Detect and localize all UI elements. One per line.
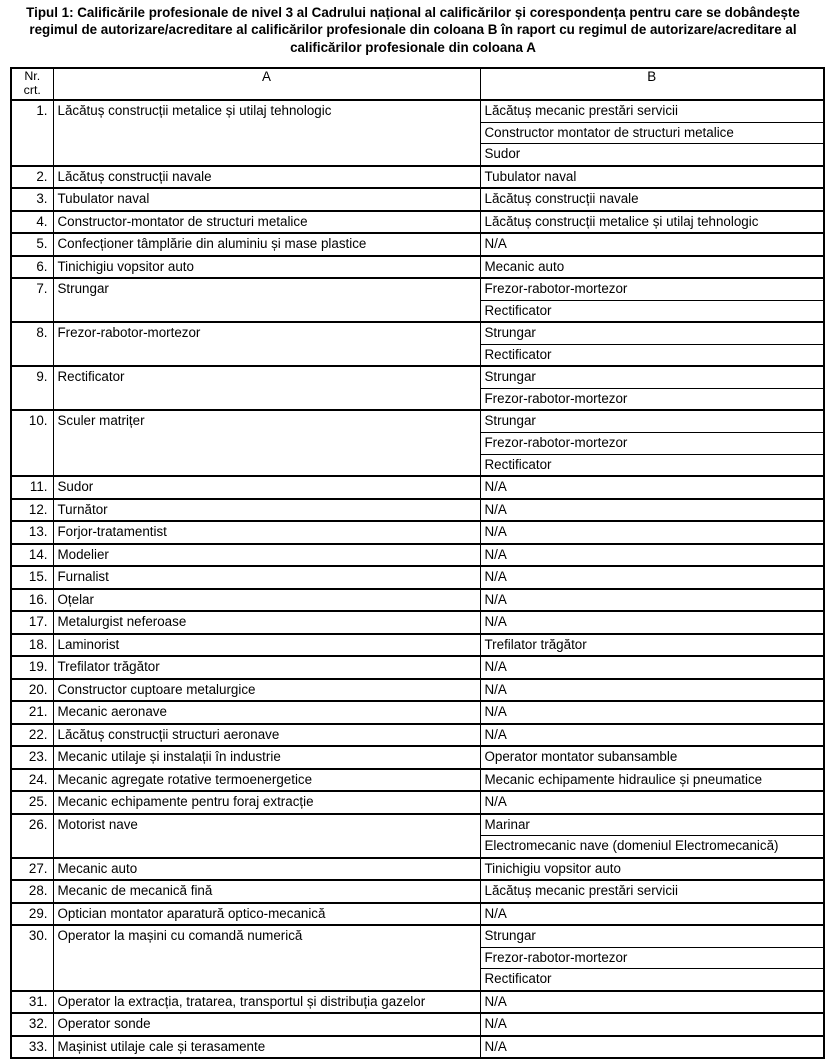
- row-number: 2.: [11, 166, 53, 189]
- document-title: Tipul 1: Calificările profesionale de nivel 3 al Cadrului național al calificărilor și corespondența pentru care se dobândește regimul de autorizare/acreditare al calificărilor profesionale din coloana B în raport cu regimul de autorizare/acreditare al calificărilor profesionale din coloana A: [26, 5, 800, 55]
- row-number: 12.: [11, 499, 53, 522]
- row-number: 24.: [11, 769, 53, 792]
- table-row: [11, 724, 824, 747]
- table-body: [11, 100, 824, 1058]
- col-b-cell: Frezor-rabotor-mortezor: [480, 947, 824, 969]
- col-b-cell: N/A: [480, 656, 824, 679]
- col-b-cell: N/A: [480, 521, 824, 544]
- col-a-cell: Confecționer tâmplărie din aluminiu și mase plastice: [53, 233, 480, 256]
- table-row: [11, 769, 824, 792]
- row-number: 27.: [11, 858, 53, 881]
- table-row: [11, 903, 824, 926]
- col-b-cell: Lăcătuș mecanic prestări servicii: [480, 100, 824, 122]
- table-row: [11, 814, 824, 836]
- col-b-cell: Rectificator: [480, 300, 824, 322]
- col-b-cell: Lăcătuș construcții navale: [480, 188, 824, 211]
- table-row: [11, 589, 824, 612]
- table-row: [11, 278, 824, 300]
- header-col-b: B: [480, 68, 824, 100]
- col-b-cell: N/A: [480, 724, 824, 747]
- row-number: 29.: [11, 903, 53, 926]
- table-row: [11, 991, 824, 1014]
- col-b-cell: Marinar: [480, 814, 824, 836]
- col-b-cell: Operator montator subansamble: [480, 746, 824, 769]
- col-b-cell: Rectificator: [480, 454, 824, 476]
- col-a-cell: Mecanic de mecanică fină: [53, 880, 480, 903]
- col-a-cell: Rectificator: [53, 366, 480, 410]
- row-number: 32.: [11, 1013, 53, 1036]
- col-a-cell: Turnător: [53, 499, 480, 522]
- col-a-cell: Lăcătuș construcții navale: [53, 166, 480, 189]
- table-row: [11, 701, 824, 724]
- col-b-cell: N/A: [480, 903, 824, 926]
- col-b-cell: Strungar: [480, 410, 824, 432]
- table-row: [11, 925, 824, 947]
- table-row: [11, 366, 824, 388]
- row-number: 20.: [11, 679, 53, 702]
- col-a-cell: Mecanic auto: [53, 858, 480, 881]
- header-nr-crt: Nr. crt.: [11, 68, 53, 100]
- row-number: 9.: [11, 366, 53, 410]
- col-b-cell: Strungar: [480, 366, 824, 388]
- col-b-cell: N/A: [480, 476, 824, 499]
- table-row: [11, 880, 824, 903]
- table-row: [11, 634, 824, 657]
- col-b-cell: Lăcătuș mecanic prestări servicii: [480, 880, 824, 903]
- row-number: 6.: [11, 256, 53, 279]
- col-b-cell: Rectificator: [480, 344, 824, 366]
- col-a-cell: Motorist nave: [53, 814, 480, 858]
- table-row: [11, 166, 824, 189]
- col-a-cell: Trefilator trăgător: [53, 656, 480, 679]
- table-row: [11, 679, 824, 702]
- col-a-cell: Forjor-tratamentist: [53, 521, 480, 544]
- col-a-cell: Constructor cuptoare metalurgice: [53, 679, 480, 702]
- col-a-cell: Mecanic agregate rotative termoenergetice: [53, 769, 480, 792]
- col-a-cell: Furnalist: [53, 566, 480, 589]
- table-row: [11, 656, 824, 679]
- table-row: [11, 791, 824, 814]
- col-b-cell: N/A: [480, 679, 824, 702]
- row-number: 10.: [11, 410, 53, 476]
- row-number: 21.: [11, 701, 53, 724]
- table-row: [11, 476, 824, 499]
- col-a-cell: Metalurgist neferoase: [53, 611, 480, 634]
- col-a-cell: Optician montator aparatură optico-mecanică: [53, 903, 480, 926]
- row-number: 13.: [11, 521, 53, 544]
- col-b-cell: N/A: [480, 566, 824, 589]
- col-a-cell: Mecanic echipamente pentru foraj extracție: [53, 791, 480, 814]
- col-a-cell: Tubulator naval: [53, 188, 480, 211]
- row-number: 25.: [11, 791, 53, 814]
- row-number: 14.: [11, 544, 53, 567]
- col-b-cell: N/A: [480, 791, 824, 814]
- col-a-cell: Operator la mașini cu comandă numerică: [53, 925, 480, 991]
- col-a-cell: Laminorist: [53, 634, 480, 657]
- table-row: [11, 322, 824, 344]
- col-a-cell: Lăcătuș construcții metalice și utilaj tehnologic: [53, 100, 480, 166]
- col-b-cell: Frezor-rabotor-mortezor: [480, 432, 824, 454]
- col-b-cell: Tubulator naval: [480, 166, 824, 189]
- row-number: 23.: [11, 746, 53, 769]
- row-number: 33.: [11, 1036, 53, 1059]
- row-number: 8.: [11, 322, 53, 366]
- row-number: 11.: [11, 476, 53, 499]
- col-b-cell: Sudor: [480, 144, 824, 166]
- table-header: [11, 68, 824, 100]
- row-number: 17.: [11, 611, 53, 634]
- col-b-cell: Strungar: [480, 322, 824, 344]
- table-row: [11, 256, 824, 279]
- table-row: [11, 211, 824, 234]
- col-b-cell: N/A: [480, 611, 824, 634]
- col-a-cell: Mecanic utilaje și instalații în industrie: [53, 746, 480, 769]
- col-a-cell: Sculer matrițer: [53, 410, 480, 476]
- col-a-cell: Tinichigiu vopsitor auto: [53, 256, 480, 279]
- col-b-cell: Tinichigiu vopsitor auto: [480, 858, 824, 881]
- col-a-cell: Frezor-rabotor-mortezor: [53, 322, 480, 366]
- col-a-cell: Operator la extracția, tratarea, transportul și distribuția gazelor: [53, 991, 480, 1014]
- row-number: 19.: [11, 656, 53, 679]
- row-number: 26.: [11, 814, 53, 858]
- table-row: [11, 611, 824, 634]
- col-b-cell: Strungar: [480, 925, 824, 947]
- col-a-cell: Mașinist utilaje cale și terasamente: [53, 1036, 480, 1059]
- col-a-cell: Lăcătuș construcții structuri aeronave: [53, 724, 480, 747]
- header-row: [11, 68, 824, 100]
- col-a-cell: Strungar: [53, 278, 480, 322]
- col-b-cell: N/A: [480, 1036, 824, 1059]
- row-number: 18.: [11, 634, 53, 657]
- table-row: [11, 544, 824, 567]
- col-b-cell: N/A: [480, 499, 824, 522]
- row-number: 15.: [11, 566, 53, 589]
- col-a-cell: Operator sonde: [53, 1013, 480, 1036]
- col-b-cell: Lăcătuș construcții metalice și utilaj tehnologic: [480, 211, 824, 234]
- col-b-cell: Frezor-rabotor-mortezor: [480, 388, 824, 410]
- col-b-cell: Constructor montator de structuri metalice: [480, 122, 824, 144]
- col-a-cell: Constructor-montator de structuri metalice: [53, 211, 480, 234]
- col-b-cell: Electromecanic nave (domeniul Electromecanică): [480, 836, 824, 858]
- table-row: [11, 858, 824, 881]
- table-row: [11, 521, 824, 544]
- col-b-cell: N/A: [480, 1013, 824, 1036]
- header-col-a: A: [53, 68, 480, 100]
- row-number: 30.: [11, 925, 53, 991]
- row-number: 7.: [11, 278, 53, 322]
- table-row: [11, 233, 824, 256]
- row-number: 1.: [11, 100, 53, 166]
- table-row: [11, 1036, 824, 1059]
- row-number: 5.: [11, 233, 53, 256]
- col-a-cell: Modelier: [53, 544, 480, 567]
- row-number: 3.: [11, 188, 53, 211]
- row-number: 4.: [11, 211, 53, 234]
- table-row: [11, 410, 824, 432]
- row-number: 28.: [11, 880, 53, 903]
- col-b-cell: N/A: [480, 701, 824, 724]
- col-b-cell: N/A: [480, 233, 824, 256]
- table-row: [11, 100, 824, 122]
- table-row: [11, 566, 824, 589]
- col-b-cell: N/A: [480, 544, 824, 567]
- col-b-cell: Rectificator: [480, 969, 824, 991]
- row-number: 31.: [11, 991, 53, 1014]
- col-b-cell: Mecanic echipamente hidraulice și pneumatice: [480, 769, 824, 792]
- col-b-cell: Mecanic auto: [480, 256, 824, 279]
- table-row: [11, 746, 824, 769]
- row-number: 22.: [11, 724, 53, 747]
- qualifications-table: [10, 67, 825, 1059]
- row-number: 16.: [11, 589, 53, 612]
- col-b-cell: N/A: [480, 589, 824, 612]
- table-row: [11, 499, 824, 522]
- table-row: [11, 188, 824, 211]
- col-a-cell: Oțelar: [53, 589, 480, 612]
- col-b-cell: Frezor-rabotor-mortezor: [480, 278, 824, 300]
- col-b-cell: N/A: [480, 991, 824, 1014]
- table-row: [11, 1013, 824, 1036]
- col-a-cell: Sudor: [53, 476, 480, 499]
- col-b-cell: Trefilator trăgător: [480, 634, 824, 657]
- col-a-cell: Mecanic aeronave: [53, 701, 480, 724]
